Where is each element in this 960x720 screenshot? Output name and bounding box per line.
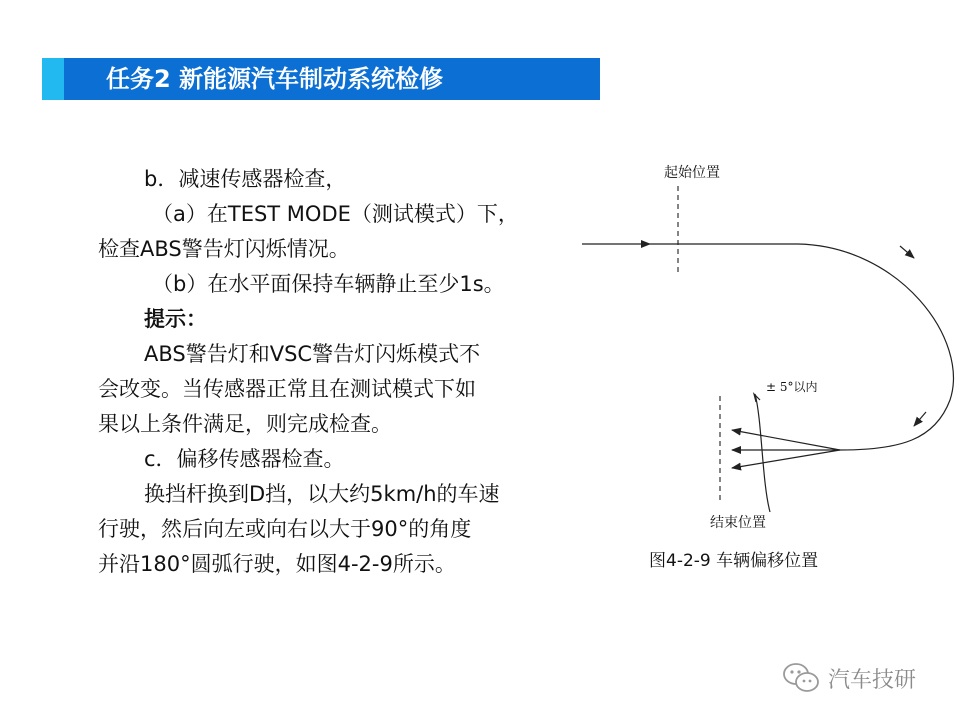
title-accent (42, 58, 64, 100)
text-line: 检查ABS警告灯闪烁情况。 (98, 237, 350, 261)
text-line: c．偏移传感器检查。 (144, 447, 345, 471)
figure-caption: 图4-2-9 车辆偏移位置 (649, 551, 819, 571)
vehicle-path-diagram (570, 150, 960, 570)
end-arrow-upper (732, 430, 840, 450)
vehicle-offset-figure (570, 150, 960, 570)
angle-label: ± 5°以内 (766, 380, 818, 394)
path-arrow (914, 412, 926, 426)
watermark-text: 汽车技研 (828, 667, 917, 693)
page-title: 任务2 新能源汽车制动系统检修 (106, 65, 444, 93)
vehicle-path-curve (650, 244, 953, 450)
body-text (98, 162, 568, 582)
start-position-label: 起始位置 (664, 165, 720, 181)
text-line: 并沿180°圆弧行驶，如图4-2-9所示。 (98, 552, 456, 576)
text-line: 行驶，然后向左或向右以大于90°的角度 (98, 517, 472, 541)
text-line: 换挡杆换到D挡，以大约5km/h的车速 (144, 482, 500, 506)
end-arrow-lower (732, 450, 840, 468)
text-line: 会改变。当传感器正常且在测试模式下如 (98, 377, 476, 401)
text-line: ABS警告灯和VSC警告灯闪烁模式不 (144, 342, 481, 366)
text-line: （b）在水平面保持车辆静止至少1s。 (152, 272, 505, 296)
note-heading: 提示： (144, 307, 207, 331)
end-position-label: 结束位置 (710, 515, 766, 531)
title-bar (42, 58, 600, 100)
path-arrow (900, 246, 914, 258)
text-line: b．减速传感器检查， (144, 167, 347, 191)
text-line: （a）在TEST MODE（测试模式）下， (152, 202, 519, 226)
watermark (782, 660, 916, 696)
wechat-icon (782, 662, 820, 694)
text-line: 果以上条件满足，则完成检查。 (98, 412, 392, 436)
angle-arc (755, 394, 770, 512)
